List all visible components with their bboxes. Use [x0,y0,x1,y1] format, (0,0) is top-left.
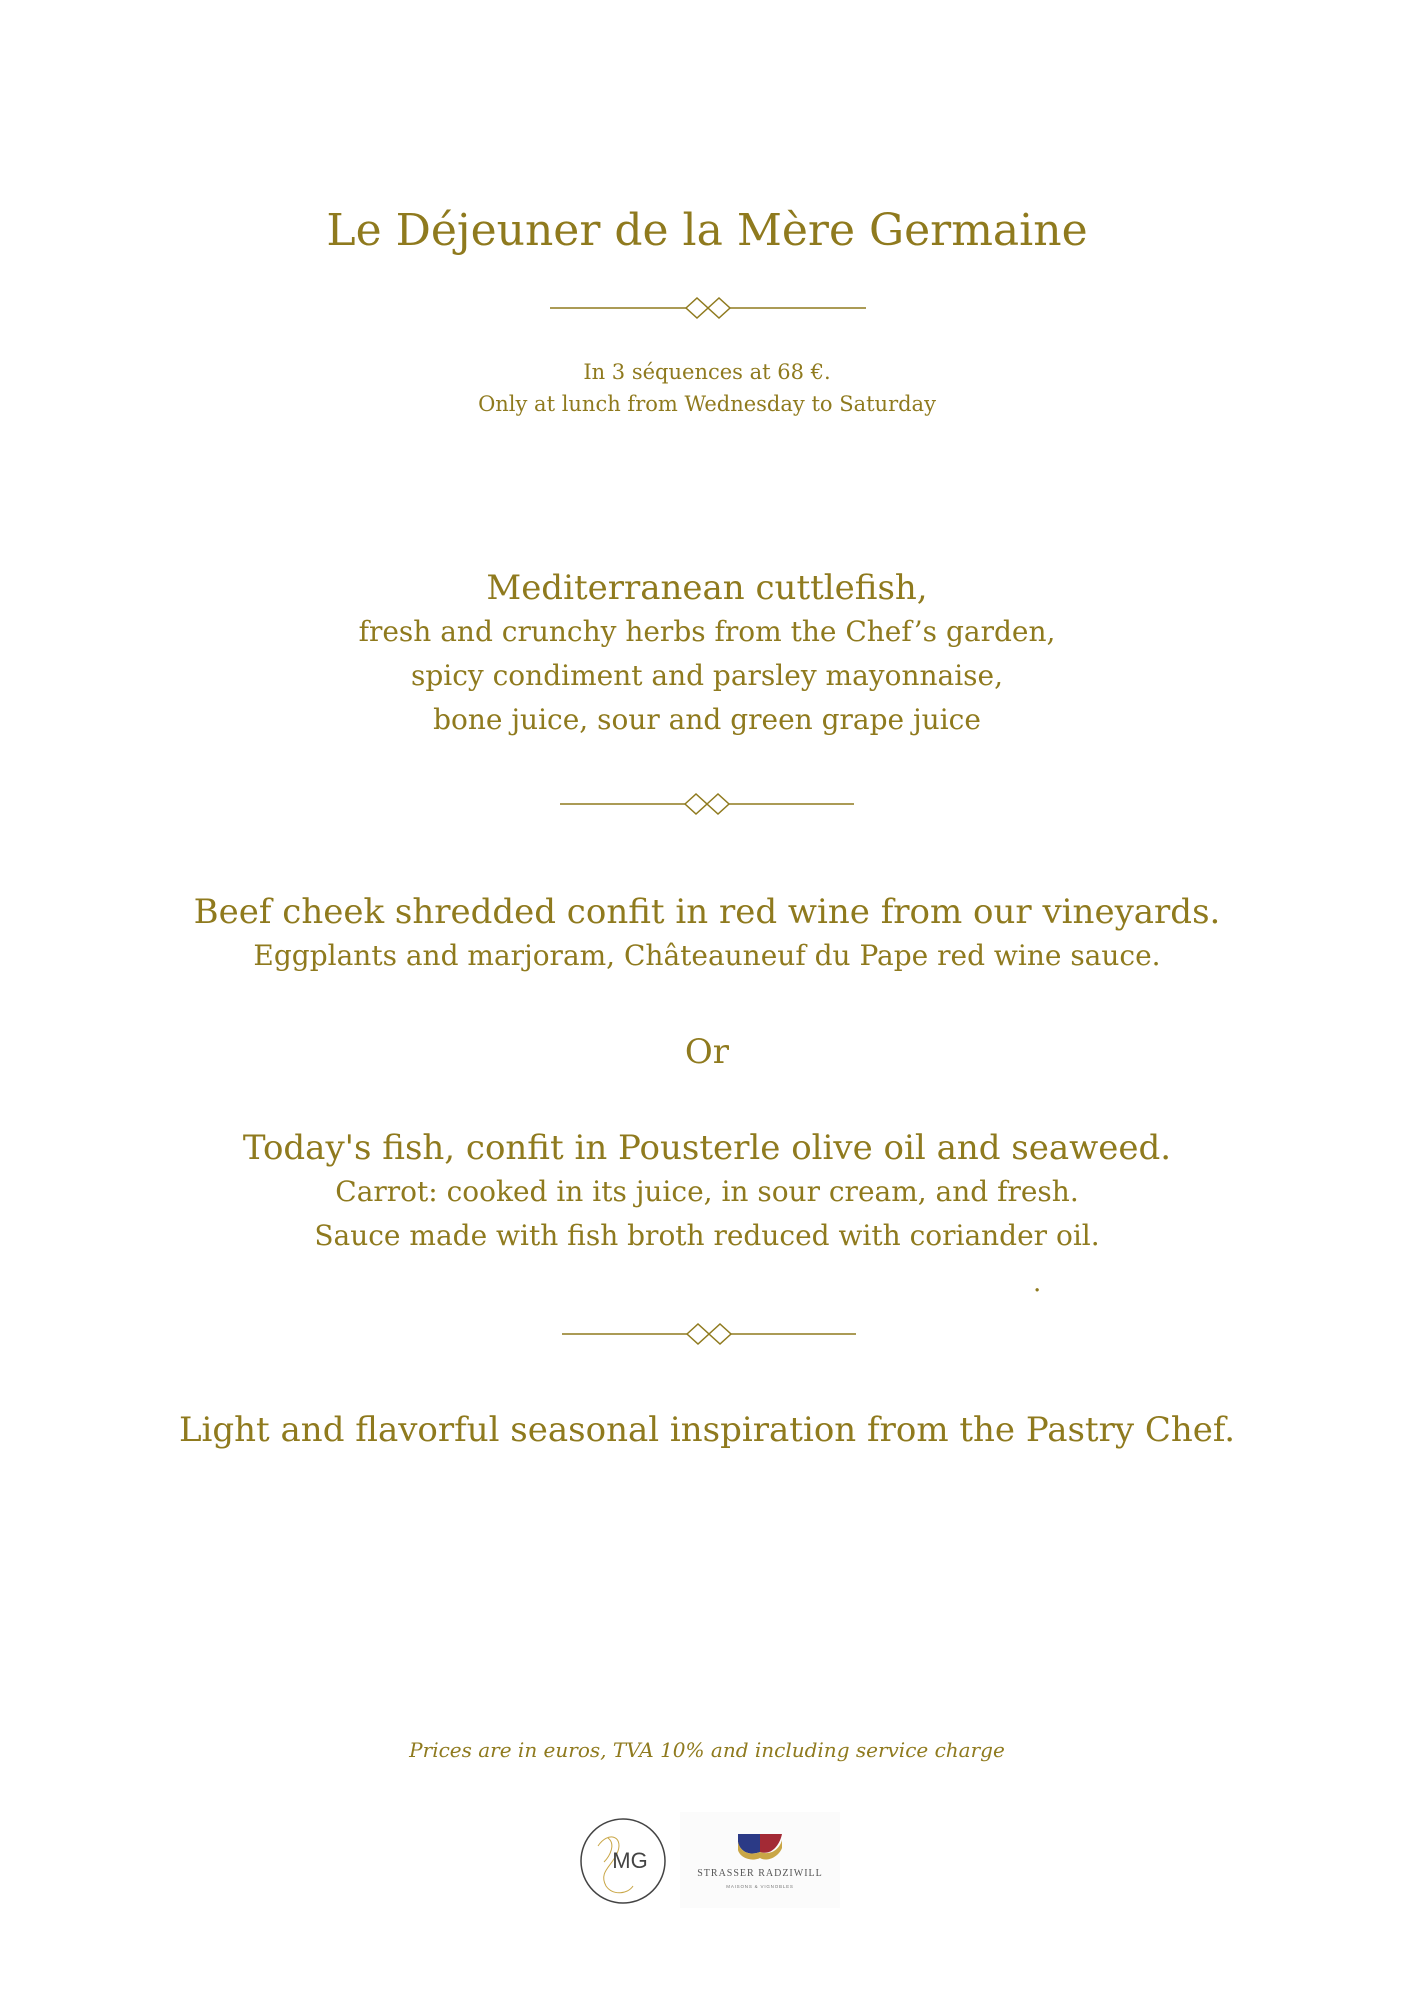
divider-ornament-top [550,296,866,320]
starter-name: Mediterranean cuttlefish, [486,568,928,608]
main-2-line: Sauce made with fish broth reduced with coriander oil. [314,1219,1100,1252]
menu-title: Le Déjeuner de la Mère Germaine [326,205,1088,256]
main-2-name: Today's fish, confit in Pousterle olive oil and seaweed. [242,1128,1172,1168]
starter-line: bone juice, sour and green grape juice [433,703,981,736]
footer-note: Prices are in euros, TVA 10% and including service charge [409,1738,1005,1762]
main-2-line: Carrot: cooked in its juice, in sour cream, and fresh. [335,1175,1079,1208]
main-1-name: Beef cheek shredded confit in red wine from our vineyards. [193,892,1221,932]
price-line: In 3 séquences at 68 €. [583,360,831,384]
stray-dot: . [1033,1268,1042,1298]
mg-logo-text: MG [612,1848,648,1873]
starter-line: fresh and crunchy herbs from the Chef’s garden, [358,615,1056,648]
divider-ornament-after-starter [560,792,854,816]
divider-ornament-after-mains [562,1322,856,1346]
or-separator: Or [684,1032,730,1072]
mg-logo [578,1816,668,1906]
strasser-name: STRASSER RADZIWILL [697,1868,823,1879]
dessert-name: Light and flavorful seasonal inspiration from the Pastry Chef. [178,1410,1236,1450]
availability-line: Only at lunch from Wednesday to Saturday [478,392,936,416]
strasser-radziwill-logo [680,1812,840,1908]
starter-line: spicy condiment and parsley mayonnaise, [410,659,1004,692]
main-1-line: Eggplants and marjoram, Châteauneuf du Pape red wine sauce. [253,939,1161,972]
strasser-tagline: MAISONS & VIGNOBLES [726,1884,794,1889]
